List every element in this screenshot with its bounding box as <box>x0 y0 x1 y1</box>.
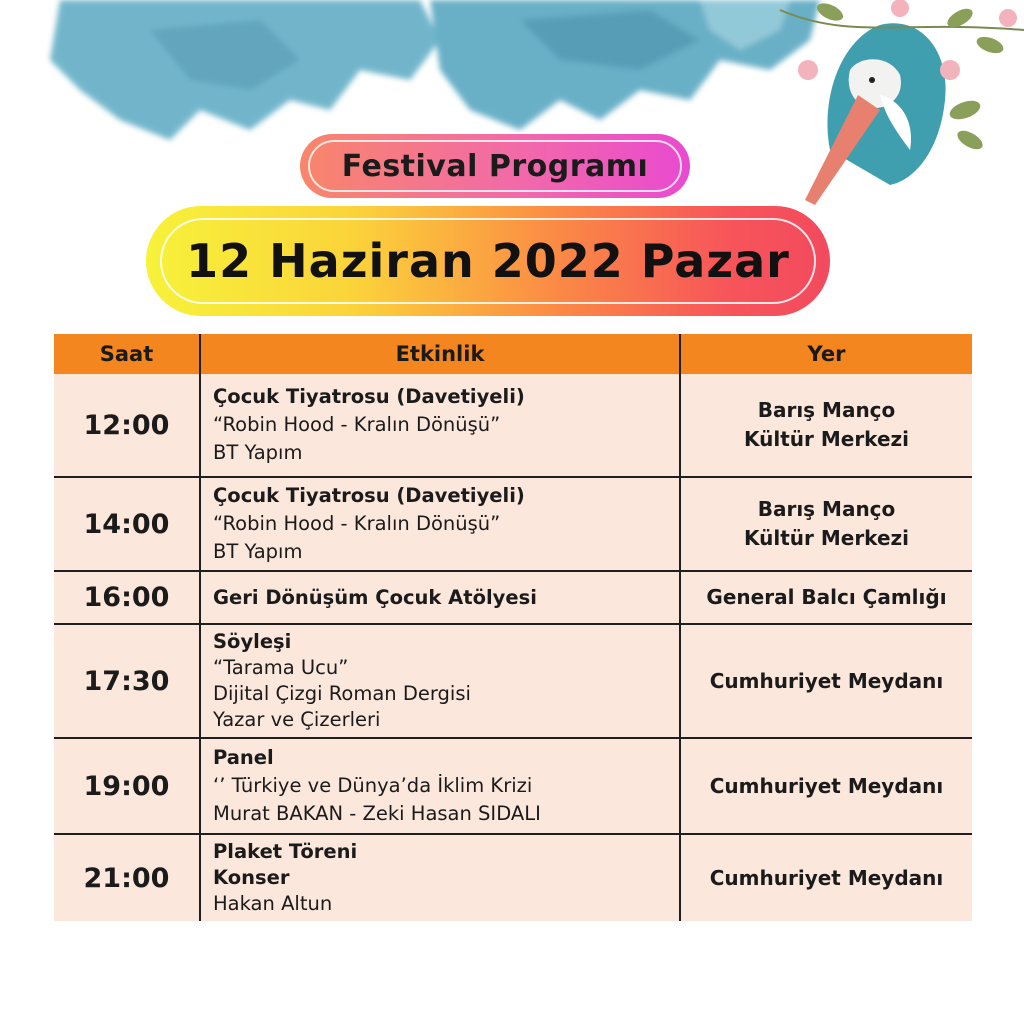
place-line: Cumhuriyet Meydanı <box>709 865 944 890</box>
table-header-row <box>54 334 972 374</box>
place-line: Barış Manço <box>757 497 896 521</box>
table-row <box>54 571 972 624</box>
event-line: BT Yapım <box>213 441 303 464</box>
event-line: “Robin Hood - Kralın Dönüşü” <box>213 413 501 436</box>
event-cell <box>200 571 680 624</box>
place-line: Barış Manço <box>757 398 896 422</box>
time-cell: 19:00 <box>54 738 200 834</box>
event-line: ‘’ Türkiye ve Dünya’da İklim Krizi <box>213 774 533 797</box>
event-line: Yazar ve Çizerleri <box>213 708 381 731</box>
event-title: Söyleşi <box>213 630 292 653</box>
time-cell: 16:00 <box>54 571 200 624</box>
event-cell <box>200 477 680 571</box>
column-header-place: Yer <box>680 334 972 374</box>
event-cell <box>200 374 680 477</box>
place-line: Kültür Merkezi <box>743 526 910 550</box>
column-header-event: Etkinlik <box>200 334 680 374</box>
program-table <box>54 334 972 921</box>
date-title: 12 Haziran 2022 Pazar <box>186 234 790 288</box>
event-line: Konser <box>213 866 290 889</box>
time-cell: 17:30 <box>54 624 200 738</box>
place-cell <box>680 477 972 571</box>
column-header-time: Saat <box>54 334 200 374</box>
event-line: “Tarama Ucu” <box>213 656 349 679</box>
place-line: General Balcı Çamlığı <box>706 585 947 609</box>
place-line: Cumhuriyet Meydanı <box>709 773 944 798</box>
event-title: Plaket Töreni <box>213 840 358 863</box>
event-title: Panel <box>213 746 274 769</box>
place-cell <box>680 624 972 738</box>
event-title: Çocuk Tiyatrosu (Davetiyeli) <box>213 385 525 408</box>
table-row <box>54 477 972 571</box>
event-cell <box>200 738 680 834</box>
festival-program-title: Festival Programı <box>341 148 649 184</box>
event-cell <box>200 624 680 738</box>
table-row <box>54 374 972 477</box>
time-cell: 21:00 <box>54 834 200 921</box>
event-title: Geri Dönüşüm Çocuk Atölyesi <box>213 585 537 609</box>
table-row <box>54 624 972 738</box>
place-cell <box>680 571 972 624</box>
event-cell <box>200 834 680 921</box>
event-line: BT Yapım <box>213 540 303 563</box>
bird-illustration <box>805 23 946 205</box>
event-line: Dijital Çizgi Roman Dergisi <box>213 682 471 705</box>
event-line: Murat BAKAN - Zeki Hasan SIDALI <box>213 802 541 825</box>
time-cell: 14:00 <box>54 477 200 571</box>
place-cell <box>680 834 972 921</box>
table-row <box>54 834 972 921</box>
place-line: Kültür Merkezi <box>743 427 910 451</box>
event-title: Çocuk Tiyatrosu (Davetiyeli) <box>213 484 525 507</box>
event-line: “Robin Hood - Kralın Dönüşü” <box>213 512 501 535</box>
place-cell <box>680 738 972 834</box>
event-line: Hakan Altun <box>213 892 333 915</box>
place-cell <box>680 374 972 477</box>
place-line: Cumhuriyet Meydanı <box>709 668 944 693</box>
date-banner <box>146 206 830 316</box>
time-cell: 12:00 <box>54 374 200 477</box>
table-row <box>54 738 972 834</box>
festival-program-banner <box>300 134 690 198</box>
